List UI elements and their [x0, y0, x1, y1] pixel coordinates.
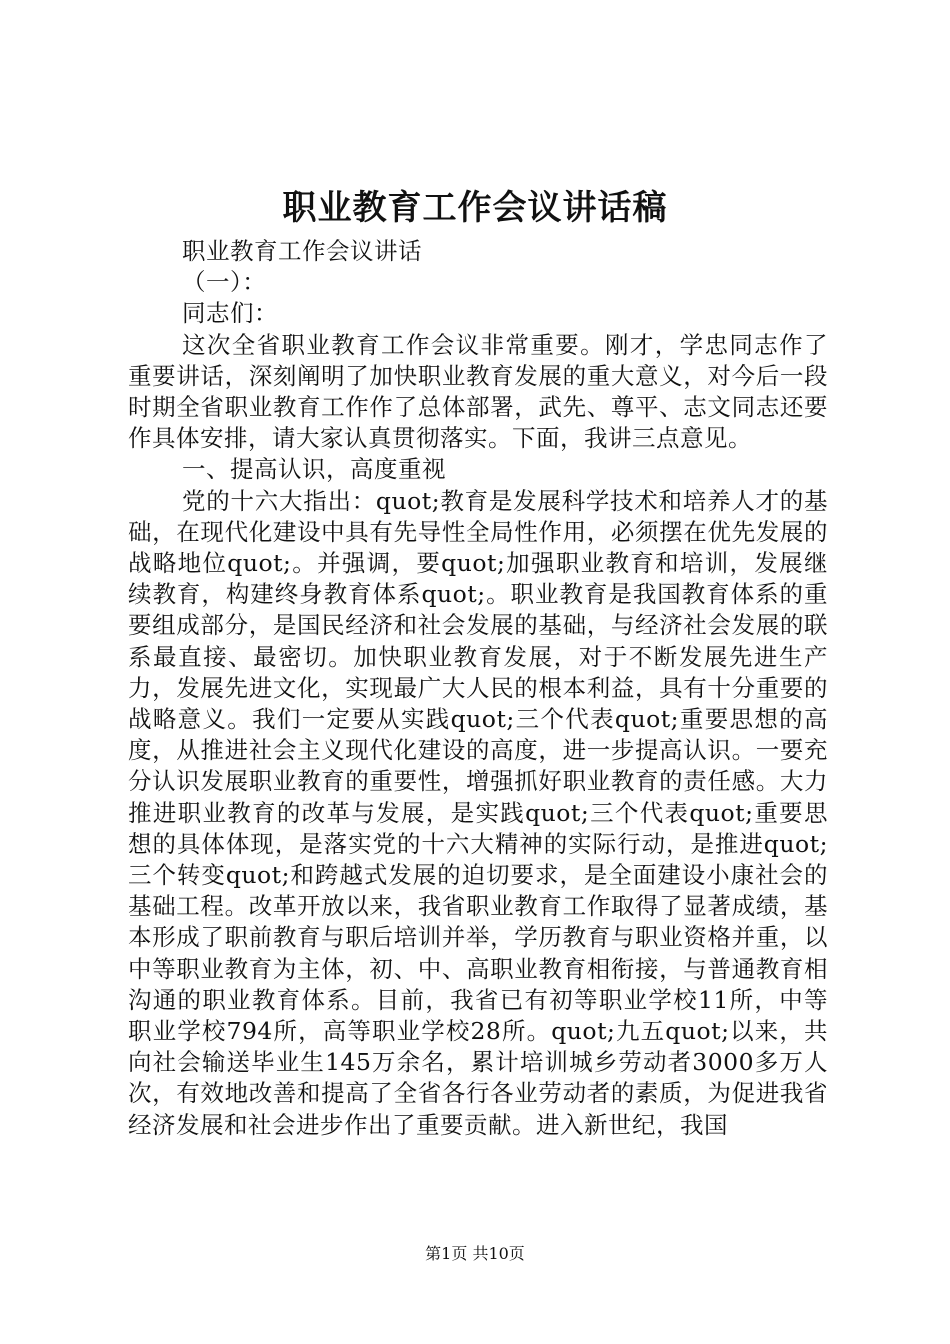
- page-footer: 第1页 共10页: [425, 1244, 525, 1263]
- section-heading: 一、提高认识，高度重视: [182, 455, 446, 484]
- document-body: [128, 236, 828, 1141]
- document-title: 职业教育工作会议讲话稿: [282, 188, 668, 228]
- speech-subtitle: 职业教育工作会议讲话: [182, 237, 422, 265]
- part-marker: （一）：: [182, 268, 267, 297]
- salutation: 同志们：: [182, 299, 278, 328]
- paragraph: 党的十六大指出：quot;教育是发展科学技术和培养人才的基础，在现代化建设中具有先导性全局性作用，必须摆在优先发展的战略地位quot;。并强调，要quot;加强职业教育和培训，发展继续教育，构建终身教育体系quot;。职业教育是我国教育体系的重要组成部分，是国民经济和社会发展的基础，与经济社会发展的联系最直接、最密切。加快职业教育发展，对于不断发展先进生产力，发展先进文化，实现最广大人民的根本利益，具有十分重要的战略意义。我们一定要从实践quot;三个代表quot;重要思想的高度，从推进社会主义现代化建设的高度，进一步提高认识。一要充分认识发展职业教育的重要性，增强抓好职业教育的责任感。大力推进职业教育的改革与发展，是实践quot;三个代表quot;重要思想的具体体现，是落实党的十六大精神的实际行动，是推进quot;三个转变quot;和跨越式发展的迫切要求，是全面建设小康社会的基础工程。改革开放以来，我省职业教育工作取得了显著成绩，基本形成了职前教育与职后培训并举，学历教育与职业资格并重，以中等职业教育为主体，初、中、高职业教育相衔接，与普通教育相沟通的职业教育体系。目前，我省已有初等职业学校11所，中等职业学校794所，高等职业学校28所。quot;九五quot;以来，共向社会输送毕业生145万余名，累计培训城乡劳动者3000多万人次，有效地改善和提高了全省各行各业劳动者的素质，为促进我省经济发展和社会进步作出了重要贡献。进入新世纪，我国: [128, 486, 828, 1139]
- paragraph: 这次全省职业教育工作会议非常重要。刚才，学忠同志作了重要讲话，深刻阐明了加快职业教育发展的重大意义，对今后一段时期全省职业教育工作作了总体部署，武先、尊平、志文同志还要作具体安排，请大家认真贯彻落实。下面，我讲三点意见。: [128, 330, 828, 453]
